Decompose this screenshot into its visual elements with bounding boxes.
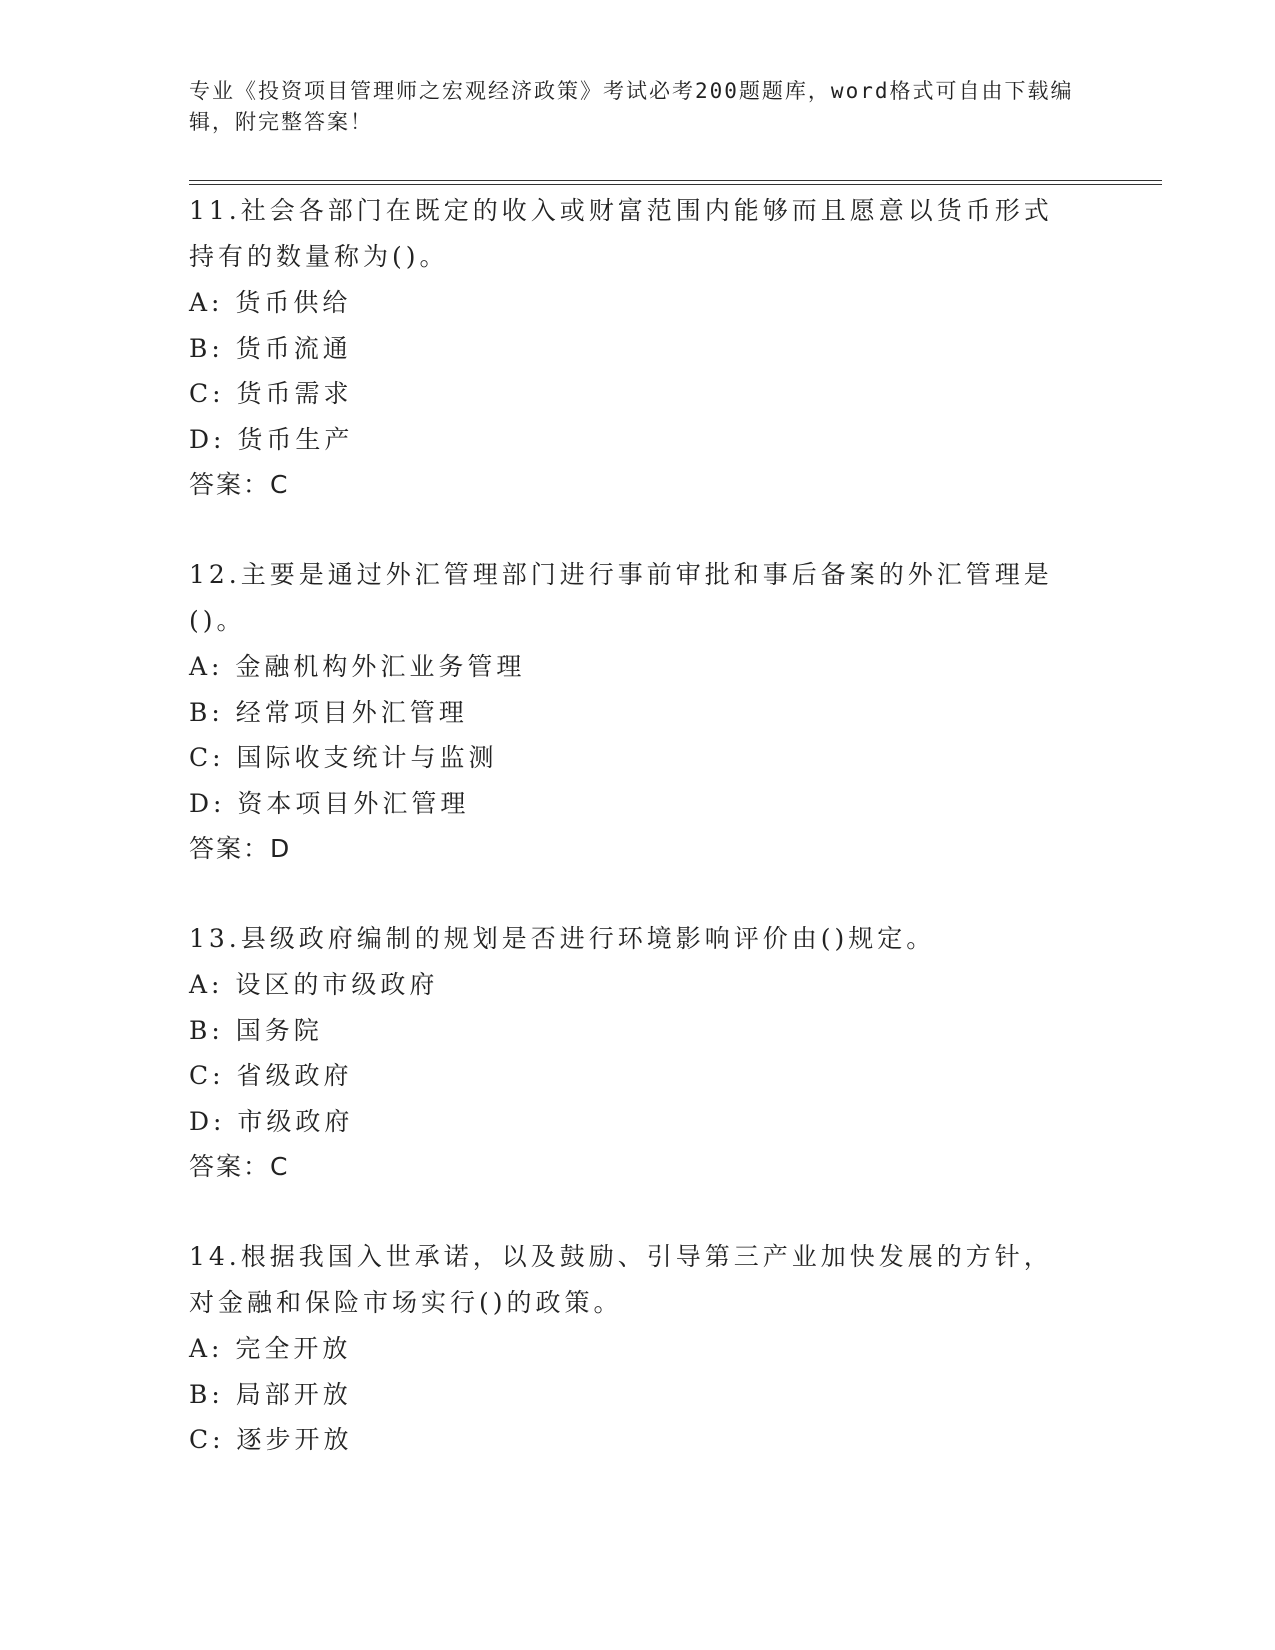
question-12 [189, 552, 1079, 872]
answer-line: 答案：D [189, 834, 292, 863]
answer-line: 答案：C [189, 1152, 290, 1181]
option-d: D: 市级政府 [189, 1106, 354, 1136]
header-divider-bottom [189, 184, 1162, 185]
document-header [189, 76, 1089, 138]
option-a: A: 金融机构外汇业务管理 [189, 652, 526, 681]
question-11 [189, 188, 1079, 508]
option-b: B: 国务院 [189, 1015, 323, 1045]
question-text: 13.县级政府编制的规划是否进行环境影响评价由()规定。 [189, 924, 936, 953]
option-c: C: 省级政府 [189, 1061, 353, 1090]
option-a: A: 货币供给 [189, 288, 352, 317]
option-c: C: 货币需求 [189, 379, 353, 408]
header-divider-top [189, 180, 1162, 181]
question-13 [189, 916, 1079, 1190]
option-d: D: 货币生产 [189, 424, 354, 454]
answer-line: 答案：C [189, 470, 290, 499]
option-b: B: 经常项目外汇管理 [189, 697, 468, 727]
option-b: B: 局部开放 [189, 1379, 352, 1409]
question-14 [189, 1234, 1079, 1463]
question-text: 14.根据我国入世承诺，以及鼓励、引导第三产业加快发展的方针，对金融和保险市场实行()的政策。 [189, 1242, 1053, 1317]
question-text: 11.社会各部门在既定的收入或财富范围内能够而且愿意以货币形式持有的数量称为()。 [189, 196, 1053, 271]
option-b: B: 货币流通 [189, 333, 352, 363]
option-c: C: 国际收支统计与监测 [189, 743, 498, 772]
header-intro-text: 专业《投资项目管理师之宏观经济政策》考试必考200题题库，word格式可自由下载编辑，附完整答案！ [189, 79, 1074, 134]
option-a: A: 设区的市级政府 [189, 970, 439, 999]
question-list [189, 188, 1079, 1507]
option-c: C: 逐步开放 [189, 1425, 353, 1454]
question-text: 12.主要是通过外汇管理部门进行事前审批和事后备案的外汇管理是()。 [189, 560, 1053, 635]
option-a: A: 完全开放 [189, 1334, 352, 1363]
option-d: D: 资本项目外汇管理 [189, 788, 470, 818]
